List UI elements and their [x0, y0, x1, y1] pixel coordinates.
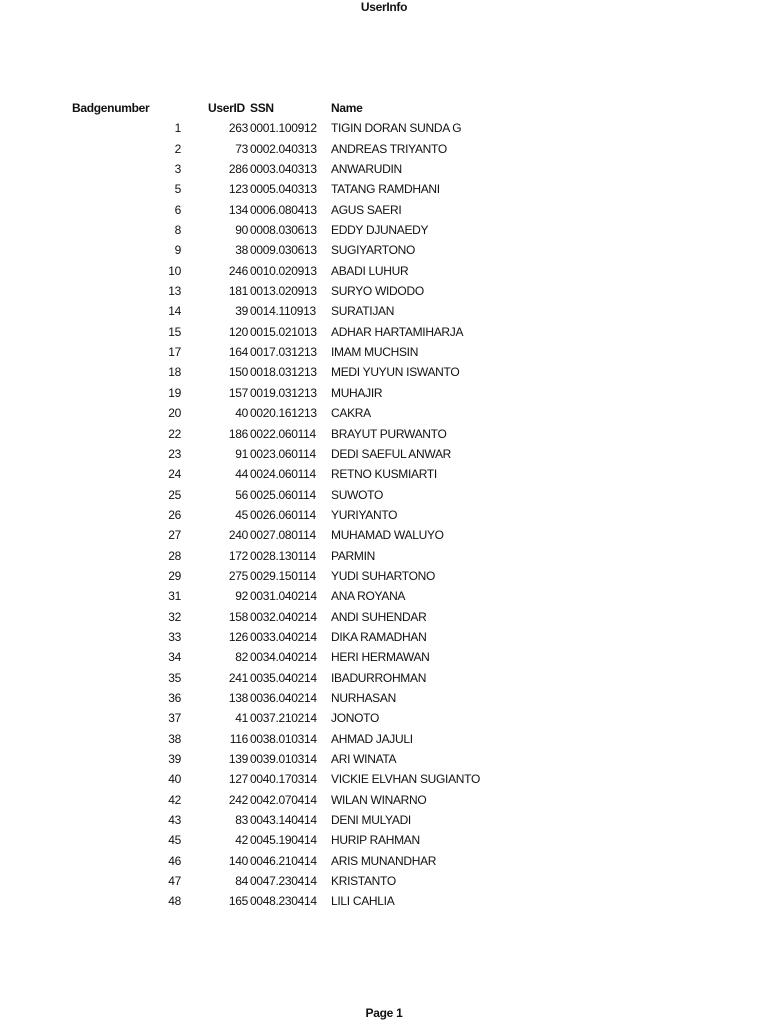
cell-userid: 165	[228, 894, 248, 909]
cell-badgenumber: 22	[168, 426, 181, 441]
cell-ssn: 0047.230414	[250, 874, 317, 889]
cell-ssn: 0026.060114	[250, 507, 316, 522]
cell-userid: 83	[235, 813, 248, 828]
cell-userid: 41	[235, 711, 248, 726]
cell-ssn: 0034.040214	[250, 650, 317, 665]
cell-ssn: 0014.110913	[250, 304, 316, 319]
cell-userid: 158	[228, 609, 248, 624]
cell-badgenumber: 15	[168, 324, 181, 339]
table-row	[0, 200, 768, 220]
cell-name: MEDI YUYUN ISWANTO	[331, 365, 460, 380]
cell-ssn: 0024.060114	[250, 467, 316, 482]
cell-ssn: 0005.040313	[250, 182, 317, 197]
cell-userid: 126	[228, 629, 248, 644]
cell-name: ARI WINATA	[331, 752, 397, 766]
cell-badgenumber: 42	[168, 792, 181, 807]
cell-userid: 127	[228, 772, 248, 787]
cell-userid: 275	[228, 568, 248, 583]
cell-badgenumber: 37	[168, 711, 181, 726]
table-row	[0, 444, 768, 464]
cell-ssn: 0042.070414	[250, 792, 317, 807]
cell-ssn: 0036.040214	[250, 690, 317, 705]
page-title: UserInfo	[360, 0, 408, 14]
cell-ssn: 0039.010314	[250, 752, 317, 766]
cell-userid: 123	[228, 182, 248, 197]
cell-badgenumber: 45	[168, 833, 181, 848]
cell-userid: 139	[228, 752, 248, 766]
cell-name: MUHAJIR	[331, 385, 383, 400]
cell-badgenumber: 24	[168, 467, 181, 482]
cell-ssn: 0037.210214	[250, 711, 317, 726]
cell-badgenumber: 6	[174, 202, 181, 217]
cell-userid: 150	[228, 365, 248, 380]
cell-name: JONOTO	[331, 711, 379, 726]
table-row	[0, 179, 768, 199]
cell-badgenumber: 26	[168, 507, 181, 522]
cell-ssn: 0020.161213	[250, 406, 317, 421]
table-row	[0, 464, 768, 484]
table-row	[0, 627, 768, 647]
cell-name: YURIYANTO	[331, 507, 398, 522]
table-row	[0, 790, 768, 810]
table-row	[0, 159, 768, 179]
cell-userid: 164	[228, 345, 248, 360]
cell-ssn: 0022.060114	[250, 426, 316, 441]
cell-name: SUWOTO	[331, 487, 383, 502]
cell-ssn: 0023.060114	[250, 446, 316, 461]
cell-name: ABADI LUHUR	[331, 263, 409, 278]
table-row	[0, 566, 768, 586]
cell-badgenumber: 35	[168, 670, 181, 685]
cell-badgenumber: 3	[174, 162, 181, 177]
table-header-row	[0, 98, 768, 118]
cell-name: KRISTANTO	[331, 874, 396, 889]
cell-ssn: 0002.040313	[250, 141, 317, 156]
cell-badgenumber: 38	[168, 731, 181, 746]
table-row	[0, 322, 768, 342]
cell-ssn: 0001.100912	[250, 121, 317, 136]
cell-userid: 92	[235, 589, 248, 604]
table-row	[0, 301, 768, 321]
table-row	[0, 708, 768, 728]
cell-ssn: 0040.170314	[250, 772, 317, 787]
cell-ssn: 0003.040313	[250, 162, 317, 177]
cell-userid: 157	[228, 385, 248, 400]
cell-badgenumber: 14	[168, 304, 181, 319]
cell-name: RETNO KUSMIARTI	[331, 467, 437, 482]
cell-ssn: 0015.021013	[250, 324, 317, 339]
cell-userid: 286	[228, 162, 248, 177]
table-row	[0, 525, 768, 545]
table-row	[0, 769, 768, 789]
header-userid: UserID	[208, 101, 245, 115]
cell-badgenumber: 39	[168, 752, 181, 766]
cell-ssn: 0027.080114	[250, 528, 316, 543]
table-row	[0, 139, 768, 159]
cell-badgenumber: 34	[168, 650, 181, 665]
cell-ssn: 0013.020913	[250, 284, 317, 299]
table-row	[0, 607, 768, 627]
cell-name: ANDREAS TRIYANTO	[331, 141, 447, 156]
cell-ssn: 0006.080413	[250, 202, 317, 217]
cell-name: DIKA RAMADHAN	[331, 629, 427, 644]
table-row	[0, 688, 768, 708]
table-row	[0, 546, 768, 566]
cell-badgenumber: 2	[174, 141, 181, 156]
cell-name: SURATIJAN	[331, 304, 395, 319]
cell-name: NURHASAN	[331, 690, 396, 705]
cell-name: ADHAR HARTAMIHARJA	[331, 324, 464, 339]
cell-userid: 263	[228, 121, 248, 136]
cell-ssn: 0029.150114	[250, 568, 316, 583]
table-row	[0, 383, 768, 403]
cell-userid: 38	[235, 243, 248, 258]
table-row	[0, 749, 768, 769]
table-row	[0, 729, 768, 749]
cell-badgenumber: 47	[168, 874, 181, 889]
table-row	[0, 281, 768, 301]
cell-userid: 181	[228, 284, 248, 299]
cell-badgenumber: 20	[168, 406, 181, 421]
cell-badgenumber: 28	[168, 548, 181, 563]
cell-name: AGUS SAERI	[331, 202, 402, 217]
cell-name: HERI HERMAWAN	[331, 650, 430, 665]
cell-userid: 56	[235, 487, 248, 502]
page-footer: Page 1	[365, 1006, 403, 1020]
table-row	[0, 505, 768, 525]
table-row	[0, 851, 768, 871]
cell-name: CAKRA	[331, 406, 371, 421]
cell-name: SUGIYARTONO	[331, 243, 416, 258]
table-row	[0, 647, 768, 667]
cell-badgenumber: 23	[168, 446, 181, 461]
cell-name: ANWARUDIN	[331, 162, 402, 177]
cell-userid: 134	[228, 202, 248, 217]
cell-badgenumber: 17	[168, 345, 181, 360]
cell-badgenumber: 33	[168, 629, 181, 644]
cell-userid: 186	[228, 426, 248, 441]
cell-badgenumber: 1	[174, 121, 181, 136]
cell-badgenumber: 18	[168, 365, 181, 380]
cell-name: BRAYUT PURWANTO	[331, 426, 447, 441]
cell-userid: 116	[229, 731, 248, 746]
cell-ssn: 0025.060114	[250, 487, 316, 502]
cell-badgenumber: 32	[168, 609, 181, 624]
table-row	[0, 220, 768, 240]
cell-badgenumber: 19	[168, 385, 181, 400]
table-body	[0, 118, 768, 911]
table-row	[0, 342, 768, 362]
cell-name: SURYO WIDODO	[331, 284, 424, 299]
cell-ssn: 0017.031213	[250, 345, 317, 360]
cell-ssn: 0038.010314	[250, 731, 317, 746]
cell-name: IBADURROHMAN	[331, 670, 427, 685]
cell-name: TIGIN DORAN SUNDA G	[331, 121, 462, 136]
cell-name: YUDI SUHARTONO	[331, 568, 436, 583]
cell-userid: 138	[228, 690, 248, 705]
cell-name: LILI CAHLIA	[331, 894, 395, 909]
table-row	[0, 403, 768, 423]
cell-badgenumber: 27	[168, 528, 181, 543]
cell-name: ARIS MUNANDHAR	[331, 853, 437, 868]
cell-name: ANDI SUHENDAR	[331, 609, 427, 624]
cell-ssn: 0043.140414	[250, 813, 317, 828]
cell-ssn: 0010.020913	[250, 263, 317, 278]
table-row	[0, 118, 768, 138]
cell-ssn: 0031.040214	[250, 589, 317, 604]
cell-userid: 42	[235, 833, 248, 848]
cell-badgenumber: 8	[174, 223, 181, 238]
cell-ssn: 0048.230414	[250, 894, 317, 909]
cell-name: WILAN WINARNO	[331, 792, 427, 807]
cell-userid: 246	[228, 263, 248, 278]
table-row	[0, 261, 768, 281]
cell-ssn: 0033.040214	[250, 629, 317, 644]
cell-userid: 73	[235, 141, 248, 156]
cell-ssn: 0019.031213	[250, 385, 317, 400]
cell-userid: 242	[228, 792, 248, 807]
cell-name: AHMAD JAJULI	[331, 731, 413, 746]
cell-userid: 240	[228, 528, 248, 543]
header-ssn: SSN	[250, 101, 274, 115]
table-row	[0, 891, 768, 911]
cell-userid: 172	[228, 548, 248, 563]
table-row	[0, 668, 768, 688]
userinfo-table	[0, 98, 768, 912]
header-name: Name	[331, 101, 363, 115]
cell-badgenumber: 13	[168, 284, 181, 299]
cell-name: VICKIE ELVHAN SUGIANTO	[331, 772, 480, 787]
cell-userid: 90	[235, 223, 248, 238]
cell-ssn: 0018.031213	[250, 365, 317, 380]
cell-name: TATANG RAMDHANI	[331, 182, 440, 197]
table-row	[0, 362, 768, 382]
table-row	[0, 830, 768, 850]
cell-badgenumber: 48	[168, 894, 181, 909]
cell-name: PARMIN	[331, 548, 375, 563]
cell-name: HURIP RAHMAN	[331, 833, 420, 848]
cell-userid: 84	[235, 874, 248, 889]
cell-userid: 45	[235, 507, 248, 522]
cell-name: IMAM MUCHSIN	[331, 345, 419, 360]
cell-badgenumber: 5	[174, 182, 181, 197]
cell-ssn: 0009.030613	[250, 243, 317, 258]
cell-badgenumber: 40	[168, 772, 181, 787]
cell-name: DENI MULYADI	[331, 813, 411, 828]
table-row	[0, 424, 768, 444]
cell-userid: 120	[228, 324, 248, 339]
cell-badgenumber: 10	[168, 263, 181, 278]
cell-badgenumber: 25	[168, 487, 181, 502]
table-row	[0, 485, 768, 505]
cell-badgenumber: 31	[168, 589, 181, 604]
cell-userid: 39	[235, 304, 248, 319]
cell-ssn: 0045.190414	[250, 833, 317, 848]
cell-name: DEDI SAEFUL ANWAR	[331, 446, 452, 461]
cell-userid: 241	[228, 670, 248, 685]
cell-ssn: 0035.040214	[250, 670, 317, 685]
cell-name: EDDY DJUNAEDY	[331, 223, 429, 238]
cell-userid: 82	[235, 650, 248, 665]
cell-badgenumber: 43	[168, 813, 181, 828]
cell-ssn: 0046.210414	[250, 853, 317, 868]
table-row	[0, 586, 768, 606]
cell-ssn: 0032.040214	[250, 609, 317, 624]
cell-badgenumber: 9	[174, 243, 181, 258]
cell-name: ANA ROYANA	[331, 589, 406, 604]
table-row	[0, 810, 768, 830]
cell-badgenumber: 46	[168, 853, 181, 868]
cell-userid: 91	[235, 446, 248, 461]
cell-name: MUHAMAD WALUYO	[331, 528, 444, 543]
cell-ssn: 0008.030613	[250, 223, 317, 238]
cell-userid: 44	[235, 467, 248, 482]
cell-badgenumber: 36	[168, 690, 181, 705]
header-badgenumber: Badgenumber	[72, 101, 150, 115]
cell-ssn: 0028.130114	[250, 548, 316, 563]
cell-badgenumber: 29	[168, 568, 181, 583]
table-row	[0, 871, 768, 891]
cell-userid: 140	[228, 853, 248, 868]
table-row	[0, 240, 768, 260]
cell-userid: 40	[235, 406, 248, 421]
